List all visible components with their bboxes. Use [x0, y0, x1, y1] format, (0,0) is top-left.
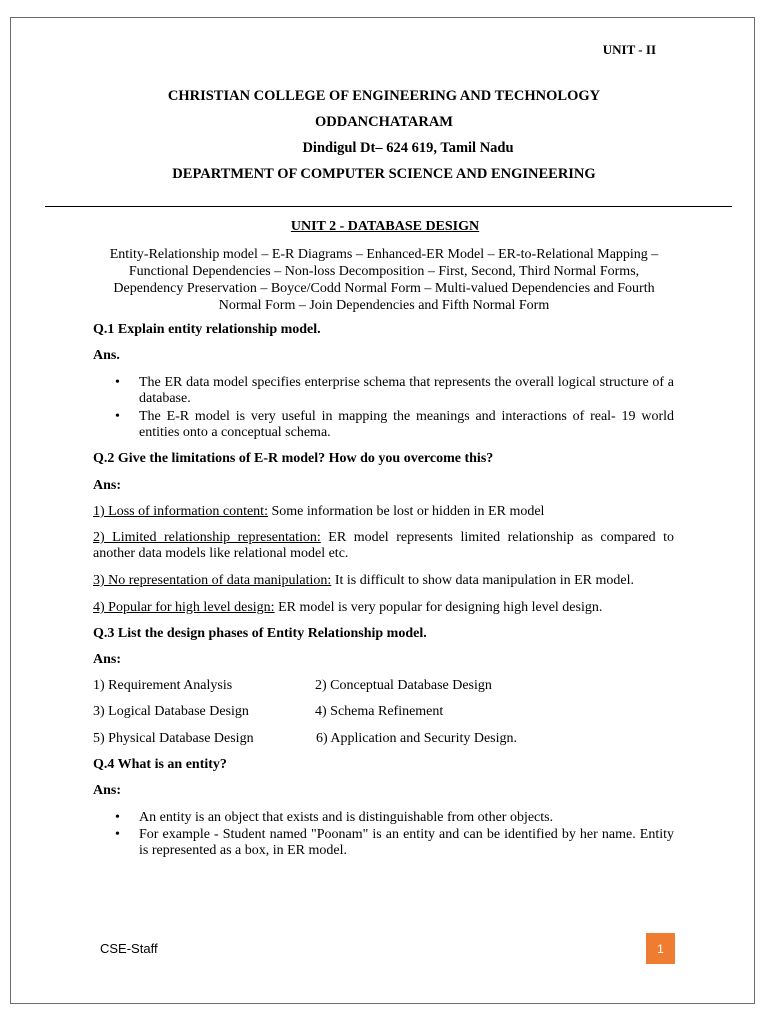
design-phase: 3) Logical Database Design: [93, 704, 249, 719]
list-item: • The ER data model specifies enterprise schema that represents the overall logical structure of a database.: [115, 375, 674, 406]
college-address: Dindigul Dt– 624 619, Tamil Nadu: [302, 140, 514, 156]
design-phase: 6) Application and Security Design.: [316, 731, 518, 746]
unit-title: UNIT 2 - DATABASE DESIGN: [290, 219, 480, 234]
unit-tag: UNIT - II: [602, 42, 656, 57]
list-item: • An entity is an object that exists and is distinguishable from other objects.: [115, 810, 554, 825]
question-2: Q.2 Give the limitations of E-R model? How do you overcome this?: [93, 451, 494, 466]
question-4: Q.4 What is an entity?: [93, 757, 227, 772]
question-1: Q.1 Explain entity relationship model.: [93, 322, 321, 337]
limitation-3: 3) No representation of data manipulation: It is difficult to show data manipulation in ER model.: [93, 573, 634, 588]
design-phase-row: [93, 678, 674, 696]
answer-label-4: Ans:: [93, 783, 122, 798]
answer-label-2: Ans:: [93, 478, 122, 493]
page-number-badge: 1: [646, 933, 675, 964]
design-phase-row: [93, 731, 674, 749]
syllabus-text: Entity-Relationship model – E-R Diagrams – Enhanced-ER Model – ER-to-Relational Mapping – Functional Dependencies – Non-loss Decomposition – First, Second, Third Normal Forms, Dependency Preservation – Boyce/Codd Normal Form – Multi-valued Dependencies and Fourth Normal Form – Join Dependencies and Fifth Normal Form: [109, 247, 659, 313]
design-phase: 4) Schema Refinement: [315, 704, 444, 719]
department-name: DEPARTMENT OF COMPUTER SCIENCE AND ENGINEERING: [172, 166, 596, 182]
answer-label-3: Ans:: [93, 652, 122, 667]
design-phase: 1) Requirement Analysis: [93, 678, 233, 693]
design-phase: 2) Conceptual Database Design: [315, 678, 492, 693]
college-town: ODDANCHATARAM: [314, 114, 453, 130]
answer-1-list: [93, 375, 674, 441]
answer-4-list: [93, 810, 674, 859]
question-3: Q.3 List the design phases of Entity Relationship model.: [93, 626, 427, 641]
list-item: • For example - Student named "Poonam" is an entity and can be identified by her name. Entity is represented as a box, in ER model.: [115, 827, 674, 858]
college-name: CHRISTIAN COLLEGE OF ENGINEERING AND TECHNOLOGY: [167, 88, 601, 104]
design-phase: 5) Physical Database Design: [93, 731, 254, 746]
footer-author: CSE-Staff: [100, 941, 158, 956]
limitation-4: 4) Popular for high level design: ER model is very popular for designing high level design.: [93, 600, 603, 615]
limitation-1: 1) Loss of information content: Some information be lost or hidden in ER model: [93, 504, 545, 519]
answer-label-1: Ans.: [93, 348, 120, 363]
list-item: • The E-R model is very useful in mapping the meanings and interactions of real- 19 world entities onto a conceptual schema.: [115, 409, 674, 440]
limitation-2: 2) Limited relationship representation: ER model represents limited relationship as compared to another data models like relational model etc.: [93, 530, 674, 561]
header-divider: [45, 206, 732, 207]
design-phase-row: [93, 704, 674, 722]
